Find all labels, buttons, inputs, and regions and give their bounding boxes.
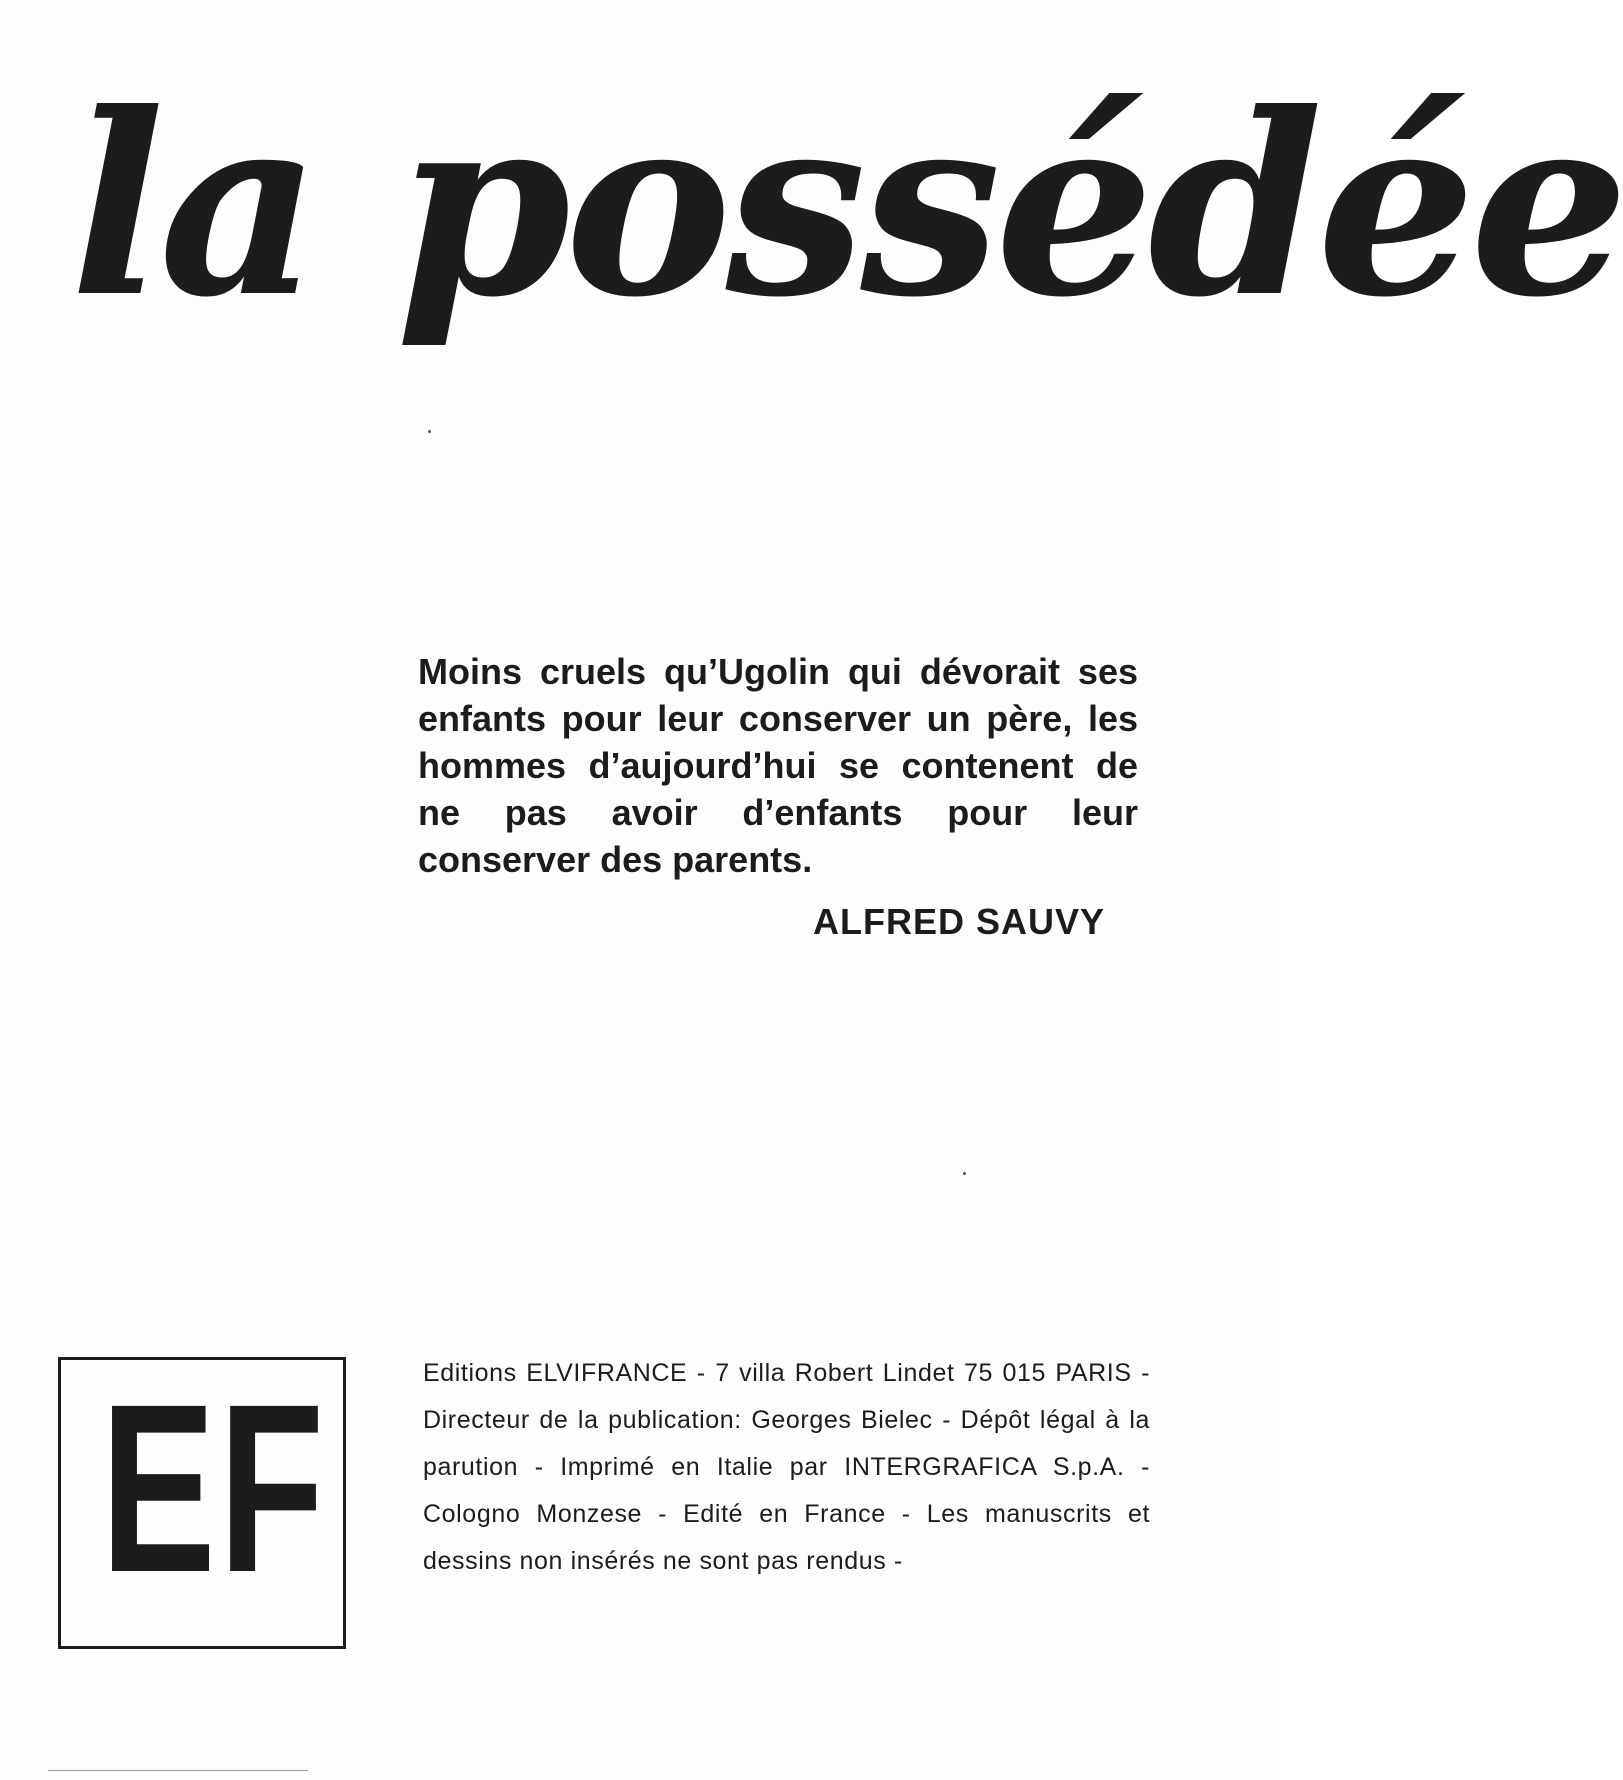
publisher-imprint: Editions ELVIFRANCE - 7 villa Robert Lindet 75 015 PARIS - Directeur de la publication: Georges Bielec - Dépôt légal à la parution - Imprimé en Italie par INTERGRAFICA S.p.A. - Cologno Monzese - Edité en France - Les manuscrits et dessins non insérés ne sont pas rendus - [423,1359,1150,1575]
epigraph-quote: Moins cruels qu’Ugolin qui dévorait ses enfants pour leur conserver un père, les hommes d’aujourd’hui se contenent de ne pas avoir d’enfants pour leur conserver des parents. [418,651,1138,880]
publisher-logo-letters: EF [100,1354,328,1622]
publisher-logo [58,1354,346,1649]
bottom-rule [48,1770,308,1771]
print-speck [428,430,431,433]
print-speck [963,1172,966,1175]
book-title: la possédée [70,58,1623,352]
epigraph-author: ALFRED SAUVY [812,901,1105,942]
